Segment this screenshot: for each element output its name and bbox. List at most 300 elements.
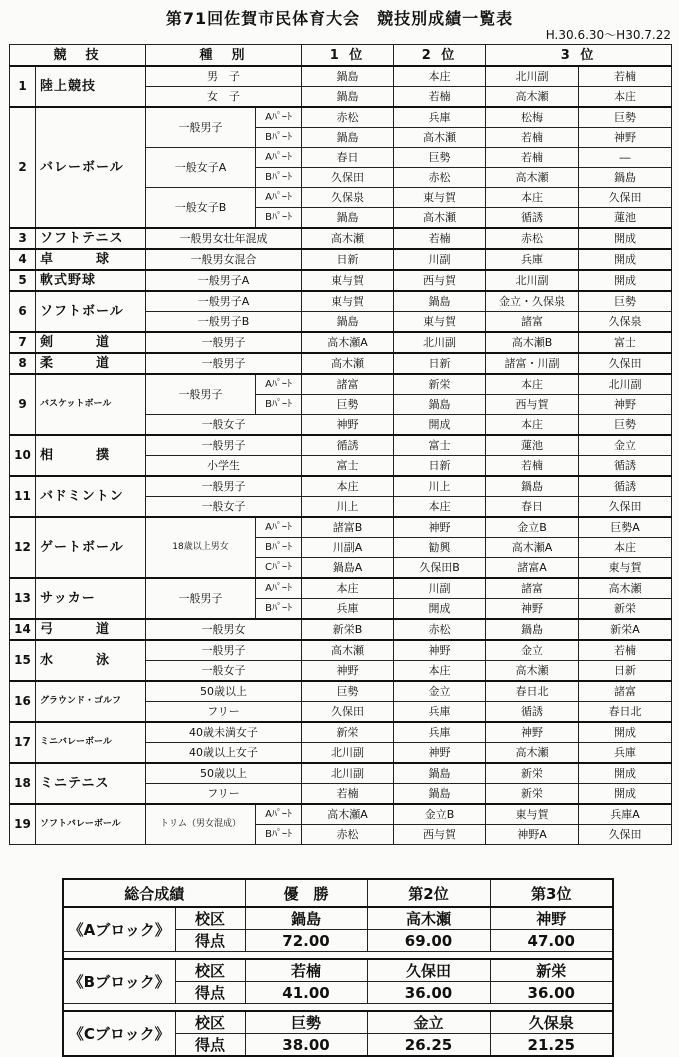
- event-row: [10, 681, 672, 702]
- category: 一般男子: [146, 107, 256, 148]
- event-name: ゲートボール: [36, 517, 146, 578]
- second-place: 鍋島: [394, 291, 486, 312]
- third-place-b: 久保田: [579, 353, 672, 374]
- first-place: 久保田: [302, 168, 394, 188]
- second-place: 西与賀: [394, 270, 486, 291]
- second-place: 赤松: [394, 619, 486, 640]
- category: 一般男子: [146, 435, 302, 456]
- event-name: 剣 道: [36, 332, 146, 353]
- third-place-b: 新栄A: [579, 619, 672, 640]
- overall-second-points: 26.25: [367, 1034, 490, 1057]
- overall-header-first: 優 勝: [245, 879, 367, 907]
- part-label: Aﾊﾟｰﾄ: [256, 188, 302, 208]
- overall-title: 総合成績: [63, 879, 245, 907]
- event-row: [10, 578, 672, 599]
- third-place-a: 諸富・川副: [486, 353, 579, 374]
- event-row: [10, 228, 672, 249]
- category: 一般女子: [146, 497, 302, 518]
- event-number: 14: [10, 619, 36, 640]
- third-place-a: 高木瀬A: [486, 538, 579, 558]
- second-place: 兵庫: [394, 702, 486, 723]
- first-place: 鍋島A: [302, 558, 394, 579]
- third-place-a: 春日: [486, 497, 579, 518]
- category: 一般男子A: [146, 291, 302, 312]
- third-place-b: 本庄: [579, 538, 672, 558]
- second-place: 東与賀: [394, 188, 486, 208]
- overall-first-points: 41.00: [245, 982, 367, 1004]
- third-place-a: 若楠: [486, 456, 579, 477]
- header-first: 1 位: [302, 45, 394, 67]
- third-place-a: 蓮池: [486, 435, 579, 456]
- header-event: 競 技: [10, 45, 146, 67]
- category: 一般男子B: [146, 312, 302, 333]
- third-place-a: 松梅: [486, 107, 579, 128]
- part-label: Aﾊﾟｰﾄ: [256, 107, 302, 128]
- overall-second-school: 金立: [367, 1011, 490, 1034]
- first-place: 本庄: [302, 476, 394, 497]
- event-row: [10, 640, 672, 661]
- part-label: Aﾊﾟｰﾄ: [256, 804, 302, 825]
- third-place-a: 金立B: [486, 517, 579, 538]
- third-place-a: 高木瀬B: [486, 332, 579, 353]
- event-number: 11: [10, 476, 36, 517]
- third-place-a: 本庄: [486, 374, 579, 395]
- event-number: 6: [10, 291, 36, 332]
- second-place: 富士: [394, 435, 486, 456]
- third-place-a: 本庄: [486, 415, 579, 436]
- third-place-b: 兵庫: [579, 743, 672, 764]
- first-place: 高木瀬: [302, 640, 394, 661]
- first-place: 鍋島: [302, 208, 394, 229]
- header-third: 3 位: [486, 45, 672, 67]
- third-place-b: 本庄: [579, 87, 672, 108]
- third-place-b: 開成: [579, 722, 672, 743]
- results-table: [9, 44, 672, 845]
- first-place: 巨勢: [302, 681, 394, 702]
- event-number: 5: [10, 270, 36, 291]
- category: 一般男子: [146, 374, 256, 415]
- first-place: 赤松: [302, 825, 394, 845]
- first-place: 高木瀬: [302, 353, 394, 374]
- category: 一般男子: [146, 353, 302, 374]
- points-label: 得点: [175, 1034, 245, 1057]
- second-place: 高木瀬: [394, 208, 486, 229]
- first-place: 富士: [302, 456, 394, 477]
- third-place-a: 赤松: [486, 228, 579, 249]
- overall-spacer: [63, 952, 613, 960]
- event-name: バスケットボール: [36, 374, 146, 435]
- third-place-b: 北川副: [579, 374, 672, 395]
- overall-second-points: 69.00: [367, 930, 490, 952]
- event-row: [10, 332, 672, 353]
- third-place-a: 鍋島: [486, 476, 579, 497]
- third-place-b: 巨勢A: [579, 517, 672, 538]
- part-label: Bﾊﾟｰﾄ: [256, 128, 302, 148]
- second-place: 神野: [394, 743, 486, 764]
- third-place-a: 東与賀: [486, 804, 579, 825]
- second-place: 兵庫: [394, 107, 486, 128]
- overall-first-points: 38.00: [245, 1034, 367, 1057]
- third-place-b: 蓮池: [579, 208, 672, 229]
- event-row: [10, 763, 672, 784]
- category: 一般男女: [146, 619, 302, 640]
- spacer-cell: [63, 952, 613, 960]
- event-name: ミニテニス: [36, 763, 146, 804]
- page-title: 第71回佐賀市民体育大会 競技別成績一覧表: [165, 9, 514, 28]
- category: 一般男子: [146, 640, 302, 661]
- second-place: 新栄: [394, 374, 486, 395]
- points-label: 得点: [175, 982, 245, 1004]
- second-place: 金立B: [394, 804, 486, 825]
- event-number: 15: [10, 640, 36, 681]
- event-number: 16: [10, 681, 36, 722]
- third-place-b: 巨勢: [579, 291, 672, 312]
- category: トリム（男女混成）: [146, 804, 256, 845]
- first-place: 日新: [302, 249, 394, 270]
- third-place-a: 新栄: [486, 784, 579, 805]
- part-label: Cﾊﾟｰﾄ: [256, 558, 302, 579]
- second-place: 北川副: [394, 332, 486, 353]
- event-row: [10, 353, 672, 374]
- third-place-b: 神野: [579, 128, 672, 148]
- first-place: 高木瀬A: [302, 332, 394, 353]
- second-place: 鍋島: [394, 763, 486, 784]
- second-place: 川上: [394, 476, 486, 497]
- block-name: 《Bブロック》: [63, 959, 175, 1004]
- part-label: Aﾊﾟｰﾄ: [256, 374, 302, 395]
- third-place-b: ―: [579, 148, 672, 168]
- category: 一般女子A: [146, 148, 256, 188]
- event-row: [10, 722, 672, 743]
- event-name: 弓 道: [36, 619, 146, 640]
- category: 一般女子B: [146, 188, 256, 229]
- event-row: [10, 66, 672, 87]
- third-place-b: 開成: [579, 784, 672, 805]
- header-second: 2 位: [394, 45, 486, 67]
- third-place-b: 諸富: [579, 681, 672, 702]
- third-place-a: 神野A: [486, 825, 579, 845]
- event-name: ソフトボール: [36, 291, 146, 332]
- school-label: 校区: [175, 959, 245, 982]
- results-header-row: [10, 45, 672, 67]
- category: 40歳以上女子: [146, 743, 302, 764]
- event-number: 9: [10, 374, 36, 435]
- third-place-a: 金立・久保泉: [486, 291, 579, 312]
- third-place-b: 久保田: [579, 825, 672, 845]
- third-place-b: 若楠: [579, 640, 672, 661]
- second-place: 日新: [394, 456, 486, 477]
- overall-header-row: [63, 879, 613, 907]
- third-place-b: 循誘: [579, 476, 672, 497]
- third-place-a: 高木瀬: [486, 743, 579, 764]
- third-place-a: 春日北: [486, 681, 579, 702]
- category: 18歳以上男女: [146, 517, 256, 578]
- second-place: 鍋島: [394, 784, 486, 805]
- category: 50歳以上: [146, 763, 302, 784]
- third-place-b: 鍋島: [579, 168, 672, 188]
- overall-first-points: 72.00: [245, 930, 367, 952]
- first-place: 東与賀: [302, 270, 394, 291]
- overall-school-row: [63, 907, 613, 930]
- overall-first-school: 鍋島: [245, 907, 367, 930]
- overall-third-points: 36.00: [490, 982, 613, 1004]
- first-place: 高木瀬A: [302, 804, 394, 825]
- first-place: 高木瀬: [302, 228, 394, 249]
- part-label: Aﾊﾟｰﾄ: [256, 517, 302, 538]
- category: 一般女子: [146, 415, 302, 436]
- category: 一般男女壮年混成: [146, 228, 302, 249]
- category: 一般男子: [146, 578, 256, 619]
- second-place: 川副: [394, 578, 486, 599]
- third-place-a: 若楠: [486, 128, 579, 148]
- second-place: 神野: [394, 640, 486, 661]
- third-place-a: 若楠: [486, 148, 579, 168]
- event-number: 19: [10, 804, 36, 845]
- spacer-cell: [63, 1004, 613, 1012]
- first-place: 諸富B: [302, 517, 394, 538]
- category: 一般男女混合: [146, 249, 302, 270]
- third-place-b: 春日北: [579, 702, 672, 723]
- part-label: Bﾊﾟｰﾄ: [256, 599, 302, 620]
- event-number: 10: [10, 435, 36, 476]
- category: 40歳未満女子: [146, 722, 302, 743]
- first-place: 東与賀: [302, 291, 394, 312]
- first-place: 循誘: [302, 435, 394, 456]
- event-number: 7: [10, 332, 36, 353]
- event-name: 柔 道: [36, 353, 146, 374]
- second-place: 日新: [394, 353, 486, 374]
- part-label: Bﾊﾟｰﾄ: [256, 538, 302, 558]
- first-place: 北川副: [302, 743, 394, 764]
- first-place: 鍋島: [302, 87, 394, 108]
- third-place-b: 開成: [579, 228, 672, 249]
- first-place: 巨勢: [302, 395, 394, 415]
- event-row: [10, 291, 672, 312]
- third-place-a: 北川副: [486, 66, 579, 87]
- block-name: 《Cブロック》: [63, 1011, 175, 1056]
- first-place: 川副A: [302, 538, 394, 558]
- third-place-b: 久保田: [579, 497, 672, 518]
- event-row: [10, 517, 672, 538]
- third-place-a: 新栄: [486, 763, 579, 784]
- event-row: [10, 249, 672, 270]
- third-place-a: 循誘: [486, 208, 579, 229]
- category: フリー: [146, 784, 302, 805]
- second-place: 高木瀬: [394, 128, 486, 148]
- second-place: 神野: [394, 517, 486, 538]
- third-place-b: 開成: [579, 763, 672, 784]
- overall-school-row: [63, 959, 613, 982]
- part-label: Aﾊﾟｰﾄ: [256, 578, 302, 599]
- event-row: [10, 804, 672, 825]
- third-place-b: 循誘: [579, 456, 672, 477]
- first-place: 川上: [302, 497, 394, 518]
- overall-header-third: 第3位: [490, 879, 613, 907]
- second-place: 赤松: [394, 168, 486, 188]
- event-name: グラウンド・ゴルフ: [36, 681, 146, 722]
- category: 一般男子: [146, 332, 302, 353]
- first-place: 赤松: [302, 107, 394, 128]
- third-place-b: 日新: [579, 661, 672, 682]
- overall-third-school: 神野: [490, 907, 613, 930]
- event-name: 卓 球: [36, 249, 146, 270]
- first-place: 新栄: [302, 722, 394, 743]
- second-place: 本庄: [394, 497, 486, 518]
- third-place-b: 久保田: [579, 188, 672, 208]
- overall-second-school: 高木瀬: [367, 907, 490, 930]
- category: 女 子: [146, 87, 302, 108]
- event-name: バレーボール: [36, 107, 146, 228]
- second-place: 若楠: [394, 228, 486, 249]
- event-row: [10, 374, 672, 395]
- category: 小学生: [146, 456, 302, 477]
- third-place-a: 高木瀬: [486, 168, 579, 188]
- third-place-a: 諸富: [486, 312, 579, 333]
- overall-first-school: 巨勢: [245, 1011, 367, 1034]
- event-name: ソフトテニス: [36, 228, 146, 249]
- third-place-b: 高木瀬: [579, 578, 672, 599]
- part-label: Bﾊﾟｰﾄ: [256, 208, 302, 229]
- event-name: バドミントン: [36, 476, 146, 517]
- part-label: Bﾊﾟｰﾄ: [256, 168, 302, 188]
- first-place: 本庄: [302, 578, 394, 599]
- overall-third-school: 新栄: [490, 959, 613, 982]
- second-place: 巨勢: [394, 148, 486, 168]
- event-number: 1: [10, 66, 36, 107]
- second-place: 開成: [394, 415, 486, 436]
- second-place: 東与賀: [394, 312, 486, 333]
- results-body: [10, 66, 672, 845]
- overall-spacer: [63, 1004, 613, 1012]
- event-name: 相 撲: [36, 435, 146, 476]
- school-label: 校区: [175, 1011, 245, 1034]
- third-place-a: 兵庫: [486, 249, 579, 270]
- third-place-b: 若楠: [579, 66, 672, 87]
- third-place-b: 神野: [579, 395, 672, 415]
- category: フリー: [146, 702, 302, 723]
- third-place-a: 高木瀬: [486, 661, 579, 682]
- first-place: 久保泉: [302, 188, 394, 208]
- first-place: 鍋島: [302, 128, 394, 148]
- overall-table: [62, 878, 614, 1057]
- second-place: 久保田B: [394, 558, 486, 579]
- first-place: 神野: [302, 661, 394, 682]
- third-place-b: 富士: [579, 332, 672, 353]
- second-place: 本庄: [394, 66, 486, 87]
- first-place: 鍋島: [302, 312, 394, 333]
- event-name: 軟式野球: [36, 270, 146, 291]
- third-place-b: 開成: [579, 249, 672, 270]
- first-place: 兵庫: [302, 599, 394, 620]
- overall-body: [63, 879, 613, 1056]
- third-place-b: 東与賀: [579, 558, 672, 579]
- first-place: 北川副: [302, 763, 394, 784]
- third-place-a: 鍋島: [486, 619, 579, 640]
- overall-header-second: 第2位: [367, 879, 490, 907]
- first-place: 春日: [302, 148, 394, 168]
- third-place-b: 巨勢: [579, 107, 672, 128]
- category: 一般女子: [146, 661, 302, 682]
- third-place-a: 北川副: [486, 270, 579, 291]
- event-period: H.30.6.30～H30.7.22: [545, 28, 671, 42]
- second-place: 兵庫: [394, 722, 486, 743]
- third-place-b: 巨勢: [579, 415, 672, 436]
- third-place-b: 金立: [579, 435, 672, 456]
- part-label: Bﾊﾟｰﾄ: [256, 825, 302, 845]
- third-place-b: 久保泉: [579, 312, 672, 333]
- event-number: 3: [10, 228, 36, 249]
- third-place-a: 諸富A: [486, 558, 579, 579]
- third-place-a: 神野: [486, 599, 579, 620]
- points-label: 得点: [175, 930, 245, 952]
- second-place: 川副: [394, 249, 486, 270]
- second-place: 勧興: [394, 538, 486, 558]
- category: 男 子: [146, 66, 302, 87]
- event-row: [10, 270, 672, 291]
- overall-second-school: 久保田: [367, 959, 490, 982]
- second-place: 開成: [394, 599, 486, 620]
- block-name: 《Aブロック》: [63, 907, 175, 952]
- event-row: [10, 476, 672, 497]
- third-place-b: 兵庫A: [579, 804, 672, 825]
- event-number: 12: [10, 517, 36, 578]
- first-place: 新栄B: [302, 619, 394, 640]
- first-place: 神野: [302, 415, 394, 436]
- event-name: 水 泳: [36, 640, 146, 681]
- overall-school-row: [63, 1011, 613, 1034]
- second-place: 本庄: [394, 661, 486, 682]
- third-place-a: 高木瀬: [486, 87, 579, 108]
- category: 50歳以上: [146, 681, 302, 702]
- event-number: 17: [10, 722, 36, 763]
- first-place: 諸富: [302, 374, 394, 395]
- third-place-a: 本庄: [486, 188, 579, 208]
- second-place: 若楠: [394, 87, 486, 108]
- overall-third-school: 久保泉: [490, 1011, 613, 1034]
- third-place-b: 新栄: [579, 599, 672, 620]
- part-label: Aﾊﾟｰﾄ: [256, 148, 302, 168]
- second-place: 鍋島: [394, 395, 486, 415]
- event-row: [10, 107, 672, 128]
- overall-third-points: 21.25: [490, 1034, 613, 1057]
- first-place: 若楠: [302, 784, 394, 805]
- first-place: 久保田: [302, 702, 394, 723]
- overall-third-points: 47.00: [490, 930, 613, 952]
- event-name: 陸上競技: [36, 66, 146, 107]
- event-number: 18: [10, 763, 36, 804]
- third-place-a: 西与賀: [486, 395, 579, 415]
- event-number: 8: [10, 353, 36, 374]
- event-name: ミニバレーボール: [36, 722, 146, 763]
- third-place-a: 金立: [486, 640, 579, 661]
- category: 一般男子A: [146, 270, 302, 291]
- event-row: [10, 435, 672, 456]
- third-place-a: 諸富: [486, 578, 579, 599]
- event-number: 2: [10, 107, 36, 228]
- header-category: 種 別: [146, 45, 302, 67]
- second-place: 金立: [394, 681, 486, 702]
- third-place-a: 神野: [486, 722, 579, 743]
- event-row: [10, 619, 672, 640]
- category: 一般男子: [146, 476, 302, 497]
- school-label: 校区: [175, 907, 245, 930]
- part-label: Bﾊﾟｰﾄ: [256, 395, 302, 415]
- first-place: 鍋島: [302, 66, 394, 87]
- event-name: ソフトバレーボール: [36, 804, 146, 845]
- event-name: サッカー: [36, 578, 146, 619]
- second-place: 西与賀: [394, 825, 486, 845]
- overall-first-school: 若楠: [245, 959, 367, 982]
